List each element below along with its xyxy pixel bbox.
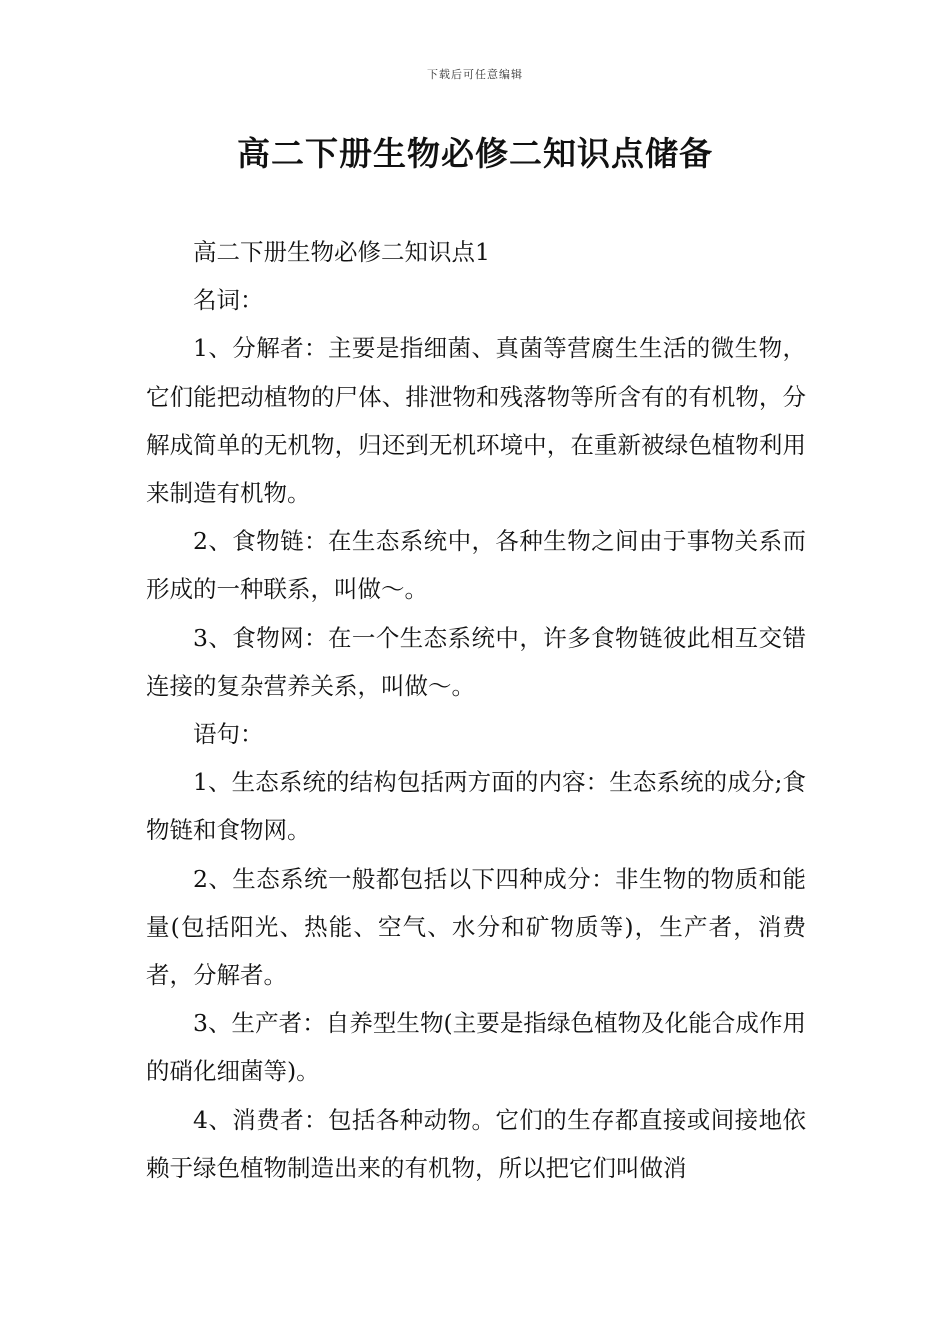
paragraph: 2、生态系统一般都包括以下四种成分：非生物的物质和能量(包括阳光、热能、空气、水分和矿物质等)，生产者，消费者，分解者。	[146, 864, 806, 990]
subheading-terms: 名词：	[193, 286, 264, 315]
paragraph: 1、分解者：主要是指细菌、真菌等营腐生生活的微生物，它们能把动植物的尸体、排泄物和残落物等所含有的有机物，分解成简单的无机物，归还到无机环境中，在重新被绿色植物利用来制造有机物。	[146, 334, 806, 508]
paragraph: 3、生产者：自养型生物(主要是指绿色植物及化能合成作用的硝化细菌等)。	[146, 1009, 806, 1086]
document-body	[146, 228, 806, 1192]
section-heading: 高二下册生物必修二知识点1	[193, 238, 490, 266]
subheading-sentences: 语句：	[193, 720, 264, 749]
paragraph: 2、食物链：在生态系统中，各种生物之间由于事物关系而形成的一种联系，叫做～。	[146, 527, 806, 604]
paragraph: 1、生态系统的结构包括两方面的内容：生态系统的成分;食物链和食物网。	[146, 768, 806, 845]
document-title: 高二下册生物必修二知识点储备	[237, 134, 713, 173]
paragraph: 3、食物网：在一个生态系统中，许多食物链彼此相互交错连接的复杂营养关系，叫做～。	[146, 623, 806, 700]
header-note: 下载后可任意编辑	[427, 68, 523, 81]
paragraph: 4、消费者：包括各种动物。它们的生存都直接或间接地依赖于绿色植物制造出来的有机物，所以把它们叫做消	[146, 1105, 806, 1182]
